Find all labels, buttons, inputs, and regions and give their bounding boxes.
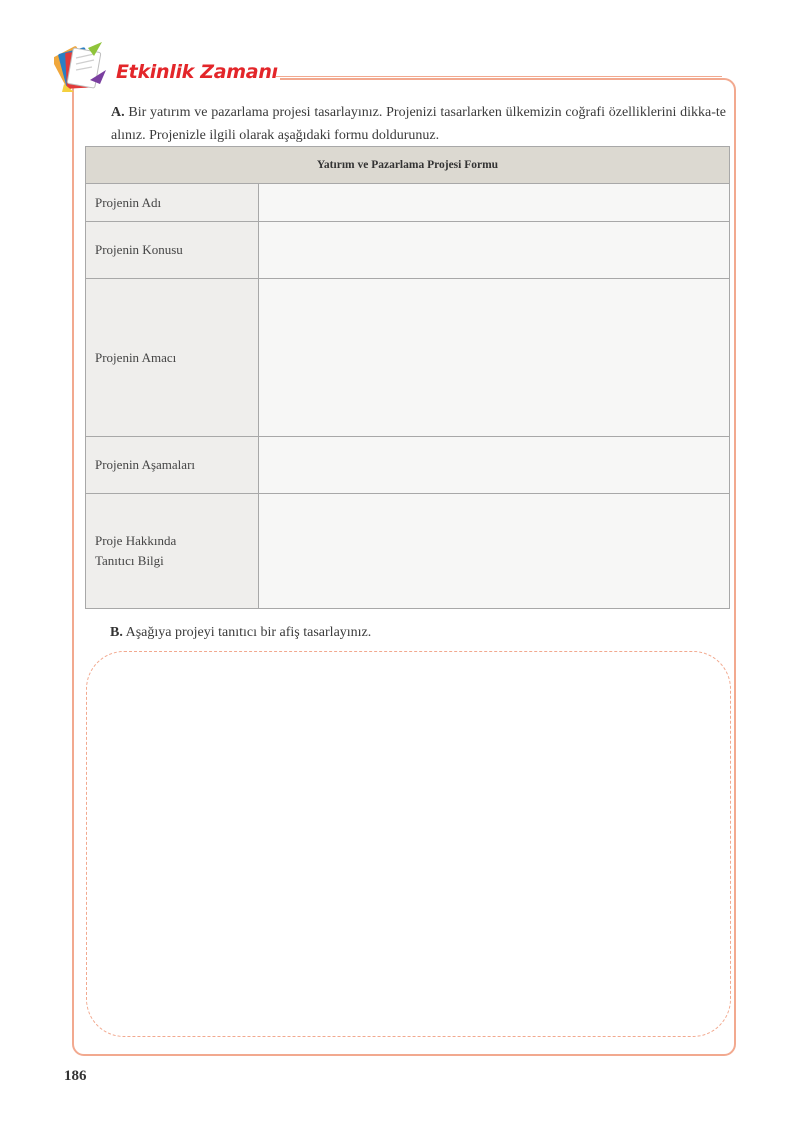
form-title: Yatırım ve Pazarlama Projesi Formu — [86, 147, 730, 184]
form-label-project-stages: Projenin Aşamaları — [86, 437, 259, 494]
instruction-a-text: Bir yatırım ve pazarlama projesi tasarlayınız. Projenizi tasarlarken ülkemizin coğrafi özelliklerini dikka-te alınız. Projenizle ilgili olarak aşağıdaki formu doldurunuz. — [111, 105, 726, 143]
form-label-project-purpose: Projenin Amacı — [86, 279, 259, 437]
instruction-b-label: B. — [110, 625, 123, 640]
title-rule — [276, 76, 722, 77]
instruction-a — [86, 101, 726, 147]
form-field-project-stages[interactable] — [259, 437, 730, 494]
instruction-b — [110, 625, 371, 641]
form-label-project-info-line1: Proje Hakkında — [95, 533, 177, 548]
activity-papers-icon — [54, 40, 116, 102]
form-label-project-subject: Projenin Konusu — [86, 222, 259, 279]
form-label-project-name: Projenin Adı — [86, 184, 259, 222]
form-field-project-name[interactable] — [259, 184, 730, 222]
activity-title: Etkinlik Zamanı — [116, 61, 278, 83]
instruction-a-label: A. — [111, 105, 125, 120]
form-label-project-info — [86, 494, 259, 609]
form-label-project-info-line2: Tanıtıcı Bilgi — [95, 553, 164, 568]
form-field-project-info[interactable] — [259, 494, 730, 609]
poster-drawing-area[interactable] — [86, 651, 731, 1037]
form-field-project-subject[interactable] — [259, 222, 730, 279]
project-form-table — [85, 146, 730, 609]
form-field-project-purpose[interactable] — [259, 279, 730, 437]
page-number: 186 — [64, 1068, 87, 1084]
instruction-b-text: Aşağıya projeyi tanıtıcı bir afiş tasarlayınız. — [125, 625, 372, 640]
